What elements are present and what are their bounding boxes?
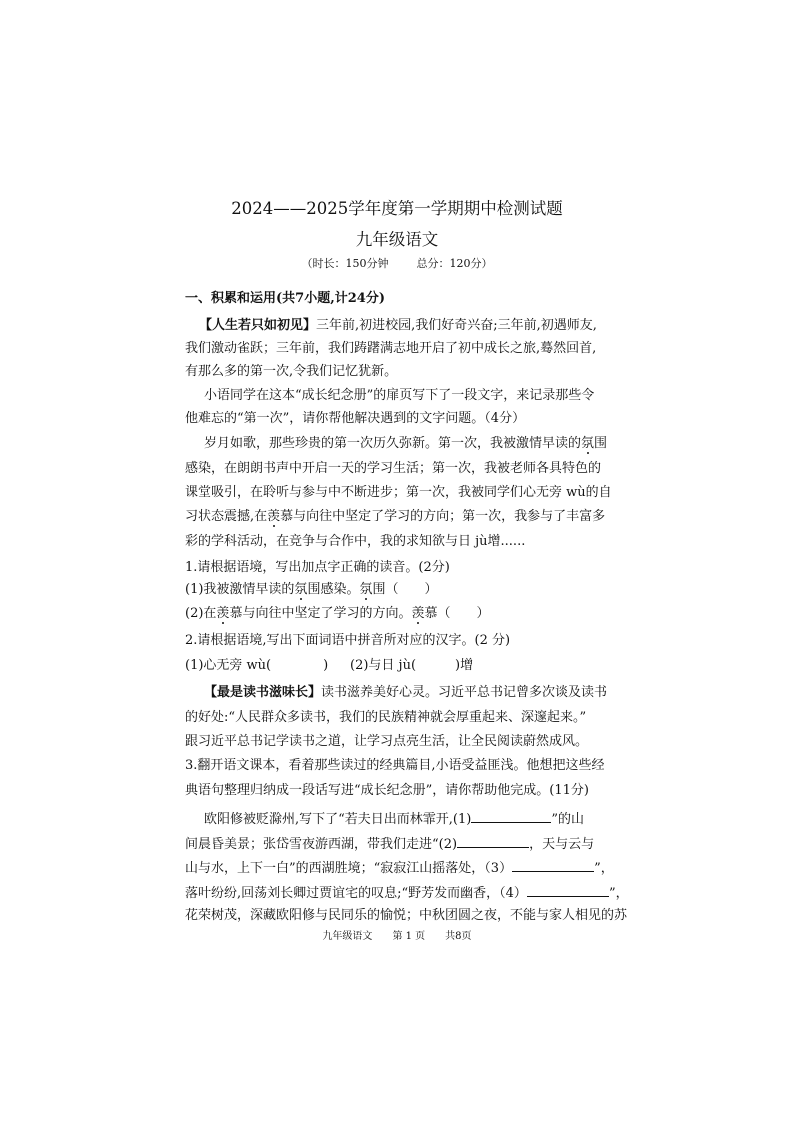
exam-title: 2024——2025学年度第一学期期中检测试题 [231,199,563,218]
paragraph-line: 的好处:“人民群众多读书，我们的民族精神就会厚重起来、深邃起来。” [185,710,587,725]
question-2-item-1[interactable]: (1)心无旁 wù( ) [185,658,329,673]
answer-blank-4[interactable] [527,884,609,897]
section-heading: 一、积累和运用(共7小题,计24分) [185,291,385,306]
question-2-item-2[interactable]: (2)与日 jù( )增 [350,658,474,673]
dotted-char: 氛 [359,582,373,597]
question-3-stem: 3.翻开语文课本，看着那些读过的经典篇目,小语受益匪浅。他想把这些经 [185,758,605,773]
paragraph-line: 【最是读书滋味长】读书滋养美好心灵。习近平总书记曾多次谈及读书 [204,685,608,700]
answer-blank-1[interactable] [471,810,551,823]
answer-blank-2[interactable] [457,835,529,848]
block-tag-2: 【最是读书滋味长】 [204,685,322,700]
paragraph-line: 小语同学在这本“成长纪念册”的扉页写下了一段文字，来记录那些令 [204,388,595,403]
footer-page: 第 1 页 [392,931,426,942]
question-1-item-2: (2)在羡慕与向往中坚定了学习的方向。羡慕（ ） [185,606,490,621]
exam-subject: 九年级语文 [355,230,439,249]
dotted-char: 羡 [411,606,425,621]
answer-blank-3[interactable] [512,859,594,872]
answer-blank[interactable]: 围（ ） [372,582,438,597]
block-tag-1: 【人生若只如初见】 [199,318,317,333]
exam-meta [0,257,794,271]
score-label: 总分：120分） [416,257,493,270]
footer-total: 共8页 [445,931,472,942]
question-1-stem: 1.请根据语境，写出加点字正确的读音。(2分) [185,560,450,575]
question-1-item-1: (1)我被激情早读的氛围感染。氛围（ ） [185,582,438,597]
paragraph-line: 有那么多的第一次,令我们记忆犹新。 [185,364,398,379]
paragraph-line: 岁月如歌，那些珍贵的第一次历久弥新。第一次，我被激情早读的氛围 [204,436,608,451]
paragraph-line: 间晨昏美景；张岱雪夜游西湖，带我们走进“(2) ，天与云与 [185,837,595,852]
dotted-char: 氛 [581,436,595,451]
dotted-char: 羡 [267,509,281,524]
paragraph-line: 彩的学科活动，在竞争与合作中，我的求知欲与日 jù增...... [185,534,526,549]
dotted-char: 羡 [216,606,230,621]
paragraph-line: 课堂吸引，在聆听与参与中不断进步；第一次，我被同学们心无旁 wù的自 [185,485,612,500]
paragraph-line: 跟习近平总书记学读书之道，让学习点亮生活，让全民阅读蔚然成风。 [185,734,589,749]
paragraph-line: 感染，在朗朗书声中开启一天的学习生活；第一次，我被老师各具特色的 [185,461,602,476]
paragraph-line: 他难忘的“第一次”，请你帮他解决遇到的文字问题。（4分） [185,411,526,426]
answer-blank[interactable]: 慕（ ） [424,606,490,621]
paragraph-line: 我们激动雀跃；三年前，我们踌躇满志地开启了初中成长之旅,蓦然回首, [185,341,597,356]
question-3-stem: 典语句整理归纳成一段话写进“成长纪念册”，请你帮助他完成。(11分) [185,783,589,798]
paragraph-line: 【人生若只如初见】三年前,初进校园,我们好奇兴奋;三年前,初遇师友, [199,318,597,333]
paragraph-line: 习状态震撼,在羡慕与向往中坚定了学习的方向；第一次，我参与了丰富多 [185,509,606,524]
time-label: （时长：150分钟 [301,257,389,270]
page-footer [0,930,794,943]
footer-subject: 九年级语文 [322,931,373,942]
question-2-stem: 2.请根据语境,写出下面词语中拼音所对应的汉字。(2 分) [185,633,511,648]
dotted-char: 氛 [294,582,308,597]
paragraph-line: 欧阳修被贬滁州,写下了“若夫日出而林霏开,(1) ”的山 [204,812,584,827]
paragraph-line: 山与水，上下一白”的西湖胜境；“寂寂江山摇落处，（3） ”， [185,861,614,876]
paragraph-line: 落叶纷纷,回荡刘长卿过贾谊宅的叹息;“野芳发而幽香，（4） ”， [185,886,629,901]
paragraph-line: 花荣树茂，深藏欧阳修与民同乐的愉悦；中秋团圆之夜，不能与家人相见的苏 [185,908,628,923]
